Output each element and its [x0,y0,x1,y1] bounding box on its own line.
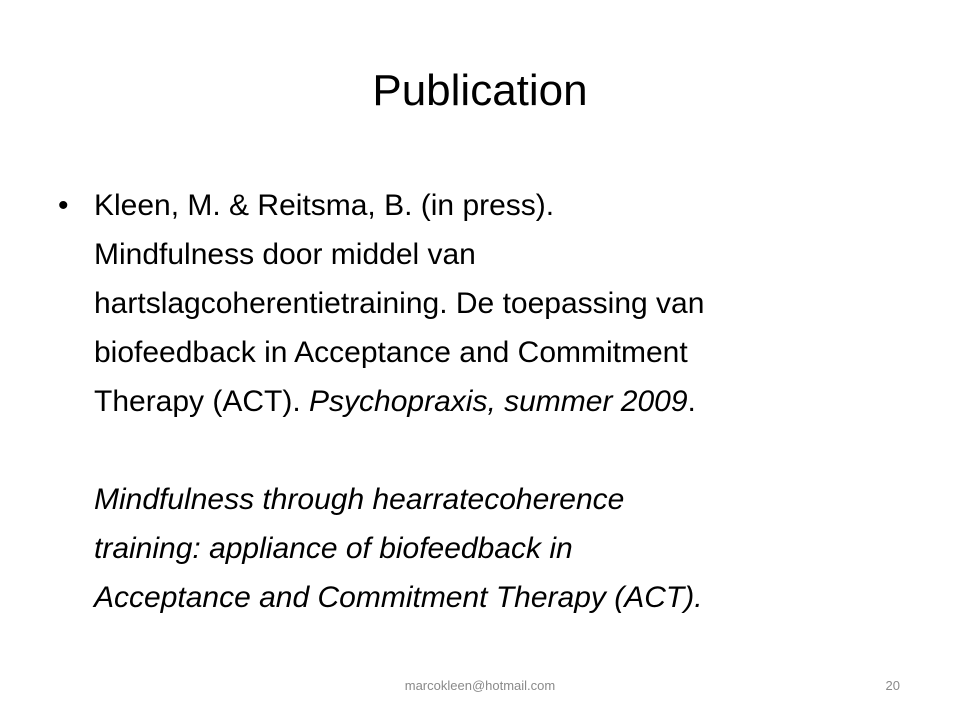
citation-title-line-4 [94,377,904,426]
translation-line-3: Acceptance and Commitment Therapy (ACT). [94,581,703,614]
citation-period: . [687,385,696,418]
slide-body [58,181,904,622]
bullet-point: • [58,189,69,222]
footer-email: marcokleen@hotmail.com [404,678,556,693]
citation-title-line-3: biofeedback in Acceptance and Commitment [94,336,688,369]
citation-authors: Kleen, M. & Reitsma, B. (in press). [94,189,555,222]
citation-journal: Psychopraxis, summer 2009 [309,385,688,418]
translation-line-2: training: appliance of biofeedback in [94,532,573,565]
translation-line-1: Mindfulness through hearratecoherence [94,483,625,516]
citation-title-line-1: Mindfulness door middel van [94,238,476,271]
slide-title: Publication [372,66,588,115]
citation-title-end: Therapy (ACT). [94,385,310,418]
citation-title-line-2: hartslagcoherentietraining. De toepassing van [94,287,705,320]
page-number: 20 [885,678,900,693]
paragraph-gap [94,426,904,475]
